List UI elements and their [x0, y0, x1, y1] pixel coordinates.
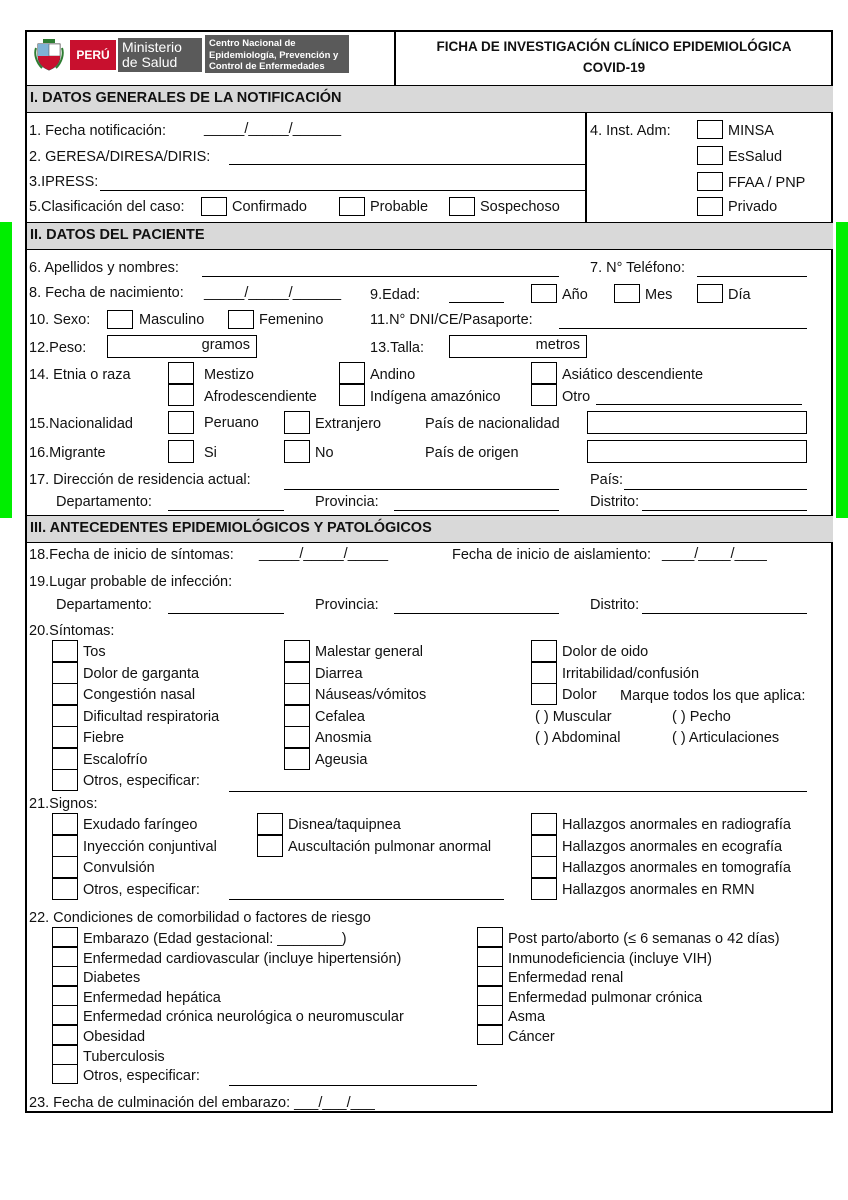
sintoma-col2-label-5: Ageusia [315, 751, 368, 768]
ffaa-checkbox[interactable] [697, 172, 723, 191]
sintoma-col3-label-0: Dolor de oido [562, 644, 649, 660]
peruano-label: Peruano [204, 415, 259, 431]
sintoma-col1-label-5: Escalofrío [83, 751, 148, 768]
confirmado-label: Confirmado [232, 199, 307, 215]
comorb-col1-label-1: Enfermedad cardiovascular (incluye hipertensión) [83, 950, 402, 967]
minsa-checkbox[interactable] [697, 120, 723, 139]
probable-label: Probable [370, 199, 429, 215]
migrante-si-label: Si [204, 445, 217, 461]
comorb-col2-checkbox-2[interactable] [477, 966, 503, 986]
cdc-line3: Control de Enfermedades [209, 61, 325, 72]
confirmado-checkbox[interactable] [201, 197, 227, 216]
sintoma-col1-checkbox-0[interactable] [52, 640, 78, 662]
telefono-field[interactable] [697, 276, 807, 277]
sintoma-col2-label-3: Cefalea [315, 708, 365, 725]
sintoma-col1-checkbox-4[interactable] [52, 726, 78, 748]
cdc-line2: Epidemiología, Prevención y [209, 49, 339, 61]
otro-etnia-label: Otro [562, 389, 591, 405]
comorb-col1-label-4: Enfermedad crónica neurológica o neuromuscular [83, 1009, 404, 1026]
direccion-label: 17. Dirección de residencia actual: [29, 472, 251, 488]
sintoma-col2-checkbox-3[interactable] [284, 705, 310, 727]
signo-col3-checkbox-2[interactable] [531, 856, 557, 878]
comorb-col2-checkbox-3[interactable] [477, 986, 503, 1006]
pais-nacionalidad-label: País de nacionalidad [425, 416, 560, 432]
signo-col3-label-1: Hallazgos anormales en ecografía [562, 838, 783, 855]
comorb-col2-label-0: Post parto/aborto (≤ 6 semanas o 42 días) [508, 931, 780, 947]
distrito-label: Distrito: [590, 494, 640, 510]
signo-col1-checkbox-3[interactable] [52, 878, 78, 900]
signo-col3-label-0: Hallazgos anormales en radiografía [562, 817, 791, 833]
comorb-col1-checkbox-6[interactable] [52, 1045, 78, 1065]
section-2-heading: II. DATOS DEL PACIENTE [27, 222, 833, 250]
dni-field[interactable] [559, 328, 807, 329]
geresa-label: 2. GERESA/DIRESA/DIRIS: [29, 149, 211, 165]
section-3-heading: III. ANTECEDENTES EPIDEMIOLÓGICOS Y PATOLÓGICOS [27, 515, 833, 543]
lugar-provincia-label: Provincia: [315, 597, 379, 613]
comorb-col2-label-3: Enfermedad pulmonar crónica [508, 989, 703, 1006]
clasificacion-label: 5.Clasificación del caso: [29, 199, 185, 215]
masculino-checkbox[interactable] [107, 310, 133, 329]
comorb-col1-label-2: Diabetes [83, 970, 141, 987]
indigena-checkbox[interactable] [339, 384, 365, 406]
form-title-line1: FICHA DE INVESTIGACIÓN CLÍNICO EPIDEMIOLÓGICA [436, 39, 792, 54]
edad-label: 9.Edad: [370, 287, 420, 303]
sintoma-col2-checkbox-2[interactable] [284, 683, 310, 705]
sintoma-col1-checkbox-2[interactable] [52, 683, 78, 705]
indigena-label: Indígena amazónico [370, 389, 501, 405]
peso-field[interactable] [107, 335, 257, 358]
sintoma-col2-checkbox-5[interactable] [284, 748, 310, 770]
sintoma-col3-checkbox-2[interactable] [531, 683, 557, 705]
sintoma-col2-checkbox-0[interactable] [284, 640, 310, 662]
cdc-line1: Centro Nacional de [209, 38, 296, 49]
mestizo-checkbox[interactable] [168, 362, 194, 384]
signo-col3-checkbox-0[interactable] [531, 813, 557, 835]
comorb-otros-field[interactable] [229, 1085, 477, 1086]
fecha-notificacion-label: 1. Fecha notificación: [29, 123, 167, 139]
sintoma-col2-checkbox-4[interactable] [284, 726, 310, 748]
departamento-label: Departamento: [56, 494, 152, 510]
sospechoso-checkbox[interactable] [449, 197, 475, 216]
andino-checkbox[interactable] [339, 362, 365, 384]
sintoma-col1-label-2: Congestión nasal [83, 687, 196, 703]
pais-field[interactable] [624, 489, 807, 490]
sintoma-col1-label-3: Dificultad respiratoria [83, 708, 220, 725]
comorb-col2-checkbox-4[interactable] [477, 1005, 503, 1025]
talla-label: 13.Talla: [370, 340, 425, 356]
comorb-col1-checkbox-7[interactable] [52, 1064, 78, 1084]
telefono-label: 7. N° Teléfono: [590, 260, 686, 276]
ipress-field[interactable] [100, 190, 585, 191]
privado-checkbox[interactable] [697, 197, 723, 216]
cdc-logo [205, 35, 349, 73]
signo-col3-checkbox-1[interactable] [531, 835, 557, 857]
essalud-label: EsSalud [728, 149, 783, 165]
sintoma-col1-checkbox-5[interactable] [52, 748, 78, 770]
comorb-col2-checkbox-5[interactable] [477, 1025, 503, 1045]
section-1-heading: I. DATOS GENERALES DE LA NOTIFICACIÓN [27, 85, 833, 113]
comorb-col1-label-3: Enfermedad hepática [83, 989, 221, 1006]
sintoma-col1-checkbox-3[interactable] [52, 705, 78, 727]
comorb-col1-label-0: Embarazo (Edad gestacional: ________) [83, 931, 347, 947]
sintoma-col2-label-0: Malestar general [315, 644, 423, 660]
asiatico-checkbox[interactable] [531, 362, 557, 384]
dolor-pecho-option[interactable]: ( ) Pecho [672, 709, 731, 725]
migrante-si-checkbox[interactable] [168, 440, 194, 463]
dia-label: Día [728, 287, 751, 303]
signo-col3-label-2: Hallazgos anormales en tomografía [562, 860, 791, 876]
nacionalidad-label: 15.Nacionalidad [29, 416, 133, 432]
green-side-bar-right [836, 222, 848, 518]
sintoma-col2-label-1: Diarrea [315, 665, 363, 682]
inicio-aislamiento-label: Fecha de inicio de aislamiento: [452, 547, 652, 563]
ffaa-label: FFAA / PNP [728, 175, 806, 191]
distrito-field[interactable] [642, 510, 807, 511]
sospechoso-label: Sospechoso [480, 199, 560, 215]
sintomas-otros-field[interactable] [229, 791, 807, 792]
fecha-nacimiento-field[interactable]: _____/_____/______ [204, 285, 342, 301]
comorb-col2-label-2: Enfermedad renal [508, 970, 624, 987]
fecha-notificacion-field[interactable]: _____/_____/______ [204, 121, 342, 137]
sintoma-col1-label-0: Tos [83, 644, 106, 660]
andino-label: Andino [370, 367, 416, 383]
lugar-departamento-label: Departamento: [56, 597, 152, 613]
signo-col3-checkbox-3[interactable] [531, 878, 557, 900]
talla-field[interactable] [449, 335, 587, 358]
apellidos-label: 6. Apellidos y nombres: [29, 260, 179, 276]
comorb-col1-checkbox-2[interactable] [52, 966, 78, 986]
pais-origen-label: País de origen [425, 445, 519, 461]
comorb-col1-checkbox-4[interactable] [52, 1005, 78, 1025]
pais-label: País: [590, 472, 624, 488]
fecha-nacimiento-label: 8. Fecha de nacimiento: [29, 285, 184, 301]
provincia-field[interactable] [394, 510, 559, 511]
lugar-distrito-label: Distrito: [590, 597, 640, 613]
signo-col1-checkbox-1[interactable] [52, 835, 78, 857]
ministerio-line2: de Salud [122, 54, 178, 70]
dolor-muscular-option[interactable]: ( ) Muscular [535, 709, 612, 725]
anio-checkbox[interactable] [531, 284, 557, 303]
apellidos-field[interactable] [202, 276, 559, 277]
signos-otros-field[interactable] [229, 899, 504, 900]
comorb-col2-label-5: Cáncer [508, 1029, 555, 1045]
comorb-col1-checkbox-0[interactable] [52, 927, 78, 947]
sintoma-col2-checkbox-1[interactable] [284, 662, 310, 684]
sintoma-col1-label-4: Fiebre [83, 730, 125, 746]
ministerio-logo [118, 38, 202, 72]
provincia-label: Provincia: [315, 494, 379, 510]
signo-col2-label-1: Auscultación pulmonar anormal [288, 838, 492, 855]
essalud-checkbox[interactable] [697, 146, 723, 165]
sintoma-col1-label-6: Otros, especificar: [83, 773, 200, 789]
comorb-col1-checkbox-5[interactable] [52, 1025, 78, 1045]
signo-col1-label-0: Exudado faríngeo [83, 817, 198, 833]
sintoma-col1-checkbox-6[interactable] [52, 769, 78, 791]
comorb-col1-label-7: Otros, especificar: [83, 1068, 200, 1085]
inicio-sintomas-label: 18.Fecha de inicio de síntomas: [29, 547, 234, 563]
section-1-divider [585, 113, 587, 222]
sintoma-col2-label-2: Náuseas/vómitos [315, 687, 427, 703]
geresa-field[interactable] [229, 164, 585, 165]
comorb-col1-checkbox-3[interactable] [52, 986, 78, 1006]
inicio-aislamiento-field[interactable]: ____/____/____ [662, 546, 767, 562]
comorb-col2-label-4: Asma [508, 1009, 546, 1026]
comorb-col2-checkbox-1[interactable] [477, 947, 503, 967]
mes-label: Mes [645, 287, 673, 303]
metros-unit: metros [535, 337, 580, 353]
afro-label: Afrodescendiente [204, 389, 317, 405]
extranjero-label: Extranjero [315, 416, 382, 432]
anio-label: Año [562, 287, 588, 303]
mes-checkbox[interactable] [614, 284, 640, 303]
inicio-sintomas-field[interactable]: _____/_____/_____ [259, 546, 389, 562]
sintomas-heading: 20.Síntomas: [29, 623, 115, 639]
signos-heading: 21.Signos: [29, 796, 98, 812]
lugar-distrito-field[interactable] [642, 613, 807, 614]
peru-logo: PERÚ [70, 40, 116, 70]
sintoma-col1-checkbox-1[interactable] [52, 662, 78, 684]
migrante-label: 16.Migrante [29, 445, 106, 461]
dolor-abdominal-option[interactable]: ( ) Abdominal [535, 730, 621, 746]
comorb-col1-label-5: Obesidad [83, 1029, 146, 1045]
form-title [396, 36, 832, 78]
masculino-label: Masculino [139, 312, 205, 328]
gramos-unit: gramos [201, 337, 250, 353]
departamento-field[interactable] [168, 510, 284, 511]
comorb-col1-checkbox-1[interactable] [52, 947, 78, 967]
minsa-label: MINSA [728, 123, 774, 139]
signo-col2-checkbox-1[interactable] [257, 835, 283, 857]
peso-label: 12.Peso: [29, 340, 87, 356]
signo-col2-label-0: Disnea/taquipnea [288, 817, 401, 833]
culminacion-embarazo-label[interactable]: 23. Fecha de culminación del embarazo: ___/___/___ [29, 1095, 375, 1111]
comorb-col1-label-6: Tuberculosis [83, 1048, 165, 1065]
sintoma-col1-label-1: Dolor de garganta [83, 665, 200, 682]
direccion-field[interactable] [284, 489, 559, 490]
dia-checkbox[interactable] [697, 284, 723, 303]
lugar-infeccion-label: 19.Lugar probable de infección: [29, 574, 233, 590]
otro-etnia-checkbox[interactable] [531, 384, 557, 406]
signo-col2-checkbox-0[interactable] [257, 813, 283, 835]
mestizo-label: Mestizo [204, 367, 254, 383]
asiatico-label: Asiático descendiente [562, 367, 704, 383]
comorbilidad-heading: 22. Condiciones de comorbilidad o factores de riesgo [29, 910, 371, 926]
form-title-line2: COVID-19 [582, 60, 646, 75]
signo-col3-label-3: Hallazgos anormales en RMN [562, 881, 755, 898]
signo-col1-label-3: Otros, especificar: [83, 881, 200, 898]
inst-adm-label: 4. Inst. Adm: [590, 123, 671, 139]
otro-etnia-field[interactable] [596, 404, 802, 405]
extranjero-checkbox[interactable] [284, 411, 310, 434]
migrante-no-label: No [315, 445, 334, 461]
dni-label: 11.N° DNI/CE/Pasaporte: [370, 312, 533, 328]
afro-checkbox[interactable] [168, 384, 194, 406]
edad-field[interactable] [449, 302, 504, 303]
signo-col1-label-1: Inyección conjuntival [83, 838, 217, 855]
lugar-departamento-field[interactable] [168, 613, 284, 614]
pais-origen-field[interactable] [587, 440, 807, 463]
sintoma-col3-label-2: Dolor [562, 687, 597, 703]
sintoma-col2-label-4: Anosmia [315, 730, 372, 746]
signo-col1-checkbox-2[interactable] [52, 856, 78, 878]
femenino-checkbox[interactable] [228, 310, 254, 329]
sintoma-col3-label-1: Irritabilidad/confusión [562, 665, 700, 682]
sexo-label: 10. Sexo: [29, 312, 91, 328]
coat-of-arms-icon [34, 38, 64, 72]
probable-checkbox[interactable] [339, 197, 365, 216]
comorb-col2-label-1: Inmunodeficiencia (incluye VIH) [508, 950, 712, 967]
marque-label: Marque todos los que aplica: [620, 688, 806, 704]
ipress-label: 3.IPRESS: [29, 174, 99, 190]
privado-label: Privado [728, 199, 778, 215]
comorb-col2-checkbox-0[interactable] [477, 927, 503, 947]
sintoma-col3-checkbox-0[interactable] [531, 640, 557, 662]
dolor-articulaciones-option[interactable]: ( ) Articulaciones [672, 730, 780, 746]
peruano-checkbox[interactable] [168, 411, 194, 434]
ministerio-line1: Ministerio [122, 39, 182, 55]
etnia-label: 14. Etnia o raza [29, 367, 131, 383]
femenino-label: Femenino [259, 312, 324, 328]
sintoma-col3-checkbox-1[interactable] [531, 662, 557, 684]
green-side-bar-left [0, 222, 12, 518]
signo-col1-checkbox-0[interactable] [52, 813, 78, 835]
lugar-provincia-field[interactable] [394, 613, 559, 614]
migrante-no-checkbox[interactable] [284, 440, 310, 463]
signo-col1-label-2: Convulsión [83, 860, 155, 876]
pais-nacionalidad-field[interactable] [587, 411, 807, 434]
